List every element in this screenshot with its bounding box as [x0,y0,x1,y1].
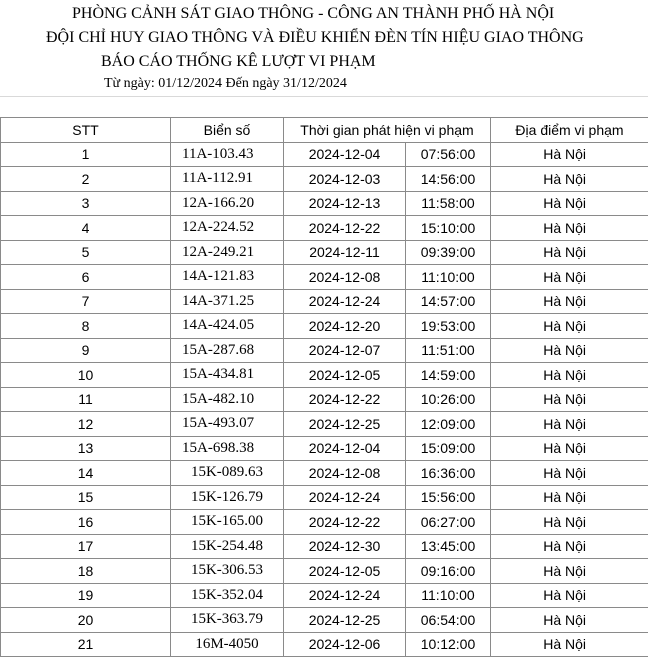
cell-location[interactable]: Hà Nội [491,485,648,510]
cell-time[interactable]: 14:56:00 [406,167,491,192]
cell-location[interactable]: Hà Nội [491,167,648,192]
cell-time[interactable]: 14:57:00 [406,289,491,314]
table-row [1,387,648,412]
cell-stt[interactable]: 16 [1,510,171,535]
cell-date[interactable]: 2024-12-24 [284,485,406,510]
cell-location[interactable]: Hà Nội [491,387,648,412]
table-row [1,583,648,608]
cell-plate[interactable]: 15K-254.48 [171,534,284,559]
cell-plate[interactable]: 15K-126.79 [171,485,284,510]
cell-plate[interactable]: 16M-4050 [171,632,284,657]
cell-time[interactable]: 19:53:00 [406,314,491,339]
cell-plate[interactable]: 15K-089.63 [171,461,284,486]
cell-date[interactable]: 2024-12-13 [284,191,406,216]
cell-time[interactable]: 11:51:00 [406,338,491,363]
cell-plate[interactable]: 15K-363.79 [171,608,284,633]
table-row [1,216,648,241]
cell-date[interactable]: 2024-12-22 [284,216,406,241]
cell-plate[interactable]: 15K-306.53 [171,559,284,584]
table-row [1,632,648,657]
table-row [1,363,648,388]
cell-date[interactable]: 2024-12-07 [284,338,406,363]
cell-stt[interactable]: 8 [1,314,171,339]
cell-plate[interactable]: 14A-371.25 [171,289,284,314]
cell-date[interactable]: 2024-12-22 [284,510,406,535]
table-row [1,265,648,290]
report-header-department: PHÒNG CẢNH SÁT GIAO THÔNG - CÔNG AN THÀNH PHỐ HÀ NỘI [72,5,554,23]
cell-time[interactable]: 06:27:00 [406,510,491,535]
cell-stt[interactable]: 1 [1,142,171,167]
cell-plate[interactable]: 14A-424.05 [171,314,284,339]
cell-stt[interactable]: 19 [1,583,171,608]
cell-location[interactable]: Hà Nội [491,583,648,608]
cell-time[interactable]: 16:36:00 [406,461,491,486]
cell-plate[interactable]: 15A-482.10 [171,387,284,412]
cell-date[interactable]: 2024-12-24 [284,289,406,314]
cell-stt[interactable]: 18 [1,559,171,584]
table-row [1,559,648,584]
cell-date[interactable]: 2024-12-08 [284,461,406,486]
cell-plate[interactable]: 11A-112.91 [171,167,284,192]
table-row [1,338,648,363]
report-title: BÁO CÁO THỐNG KÊ LƯỢT VI PHẠM [101,53,376,71]
cell-time[interactable]: 09:39:00 [406,240,491,265]
table-row [1,412,648,437]
cell-stt[interactable]: 20 [1,608,171,633]
cell-location[interactable]: Hà Nội [491,191,648,216]
cell-plate[interactable]: 12A-166.20 [171,191,284,216]
cell-location[interactable]: Hà Nội [491,461,648,486]
cell-location[interactable]: Hà Nội [491,534,648,559]
cell-location[interactable]: Hà Nội [491,314,648,339]
table-row [1,461,648,486]
cell-plate[interactable]: 15A-493.07 [171,412,284,437]
cell-date[interactable]: 2024-12-04 [284,142,406,167]
cell-stt[interactable]: 9 [1,338,171,363]
cell-date[interactable]: 2024-12-05 [284,559,406,584]
column-header-location[interactable]: Địa điểm vi phạm [491,118,648,143]
cell-time[interactable]: 10:12:00 [406,632,491,657]
cell-time[interactable]: 15:10:00 [406,216,491,241]
cell-location[interactable]: Hà Nội [491,142,648,167]
cell-plate[interactable]: 15A-287.68 [171,338,284,363]
table-row [1,191,648,216]
violation-table [0,117,648,657]
cell-date[interactable]: 2024-12-30 [284,534,406,559]
cell-stt[interactable]: 17 [1,534,171,559]
table-row [1,485,648,510]
cell-time[interactable]: 15:56:00 [406,485,491,510]
cell-location[interactable]: Hà Nội [491,436,648,461]
table-row [1,314,648,339]
cell-stt[interactable]: 21 [1,632,171,657]
cell-location[interactable]: Hà Nội [491,240,648,265]
cell-plate[interactable]: 11A-103.43 [171,142,284,167]
cell-time[interactable]: 07:56:00 [406,142,491,167]
table-row [1,436,648,461]
cell-time[interactable]: 15:09:00 [406,436,491,461]
cell-stt[interactable]: 14 [1,461,171,486]
cell-date[interactable]: 2024-12-08 [284,265,406,290]
cell-location[interactable]: Hà Nội [491,338,648,363]
cell-plate[interactable]: 15A-434.81 [171,363,284,388]
cell-date[interactable]: 2024-12-25 [284,608,406,633]
cell-location[interactable]: Hà Nội [491,608,648,633]
table-row [1,289,648,314]
cell-location[interactable]: Hà Nội [491,363,648,388]
cell-plate[interactable]: 12A-249.21 [171,240,284,265]
table-row [1,534,648,559]
cell-plate[interactable]: 15K-352.04 [171,583,284,608]
cell-stt[interactable]: 15 [1,485,171,510]
cell-time[interactable]: 12:09:00 [406,412,491,437]
table-row [1,142,648,167]
cell-location[interactable]: Hà Nội [491,559,648,584]
cell-time[interactable]: 11:10:00 [406,265,491,290]
cell-date[interactable]: 2024-12-22 [284,387,406,412]
cell-stt[interactable]: 7 [1,289,171,314]
cell-date[interactable]: 2024-12-04 [284,436,406,461]
cell-stt[interactable]: 10 [1,363,171,388]
cell-date[interactable]: 2024-12-06 [284,632,406,657]
empty-row [0,96,648,118]
cell-stt[interactable]: 12 [1,412,171,437]
cell-plate[interactable]: 12A-224.52 [171,216,284,241]
cell-date[interactable]: 2024-12-03 [284,167,406,192]
table-row [1,608,648,633]
cell-date[interactable]: 2024-12-24 [284,583,406,608]
cell-location[interactable]: Hà Nội [491,216,648,241]
column-header-plate[interactable]: Biển số [171,118,284,143]
cell-plate[interactable]: 15K-165.00 [171,510,284,535]
report-date-range: Từ ngày: 01/12/2024 Đến ngày 31/12/2024 [104,76,347,92]
cell-plate[interactable]: 14A-121.83 [171,265,284,290]
cell-plate[interactable]: 15A-698.38 [171,436,284,461]
cell-location[interactable]: Hà Nội [491,412,648,437]
report-header-unit: ĐỘI CHỈ HUY GIAO THÔNG VÀ ĐIỀU KHIỂN ĐÈN TÍN HIỆU GIAO THÔNG [46,29,584,47]
cell-time[interactable]: 09:16:00 [406,559,491,584]
cell-location[interactable]: Hà Nội [491,632,648,657]
cell-stt[interactable]: 6 [1,265,171,290]
table-row [1,167,648,192]
cell-date[interactable]: 2024-12-05 [284,363,406,388]
cell-date[interactable]: 2024-12-20 [284,314,406,339]
table-row [1,240,648,265]
cell-time[interactable]: 06:54:00 [406,608,491,633]
cell-stt[interactable]: 4 [1,216,171,241]
cell-location[interactable]: Hà Nội [491,265,648,290]
column-header-detection-time[interactable]: Thời gian phát hiện vi phạm [284,118,491,143]
cell-stt[interactable]: 5 [1,240,171,265]
cell-stt[interactable]: 11 [1,387,171,412]
cell-time[interactable]: 11:10:00 [406,583,491,608]
column-header-stt[interactable]: STT [1,118,171,143]
table-row [1,510,648,535]
cell-stt[interactable]: 2 [1,167,171,192]
cell-stt[interactable]: 3 [1,191,171,216]
cell-stt[interactable]: 13 [1,436,171,461]
cell-time[interactable]: 13:45:00 [406,534,491,559]
cell-date[interactable]: 2024-12-25 [284,412,406,437]
cell-date[interactable]: 2024-12-11 [284,240,406,265]
cell-location[interactable]: Hà Nội [491,289,648,314]
cell-time[interactable]: 14:59:00 [406,363,491,388]
table-header-row [1,118,648,143]
cell-location[interactable]: Hà Nội [491,510,648,535]
cell-time[interactable]: 11:58:00 [406,191,491,216]
cell-time[interactable]: 10:26:00 [406,387,491,412]
